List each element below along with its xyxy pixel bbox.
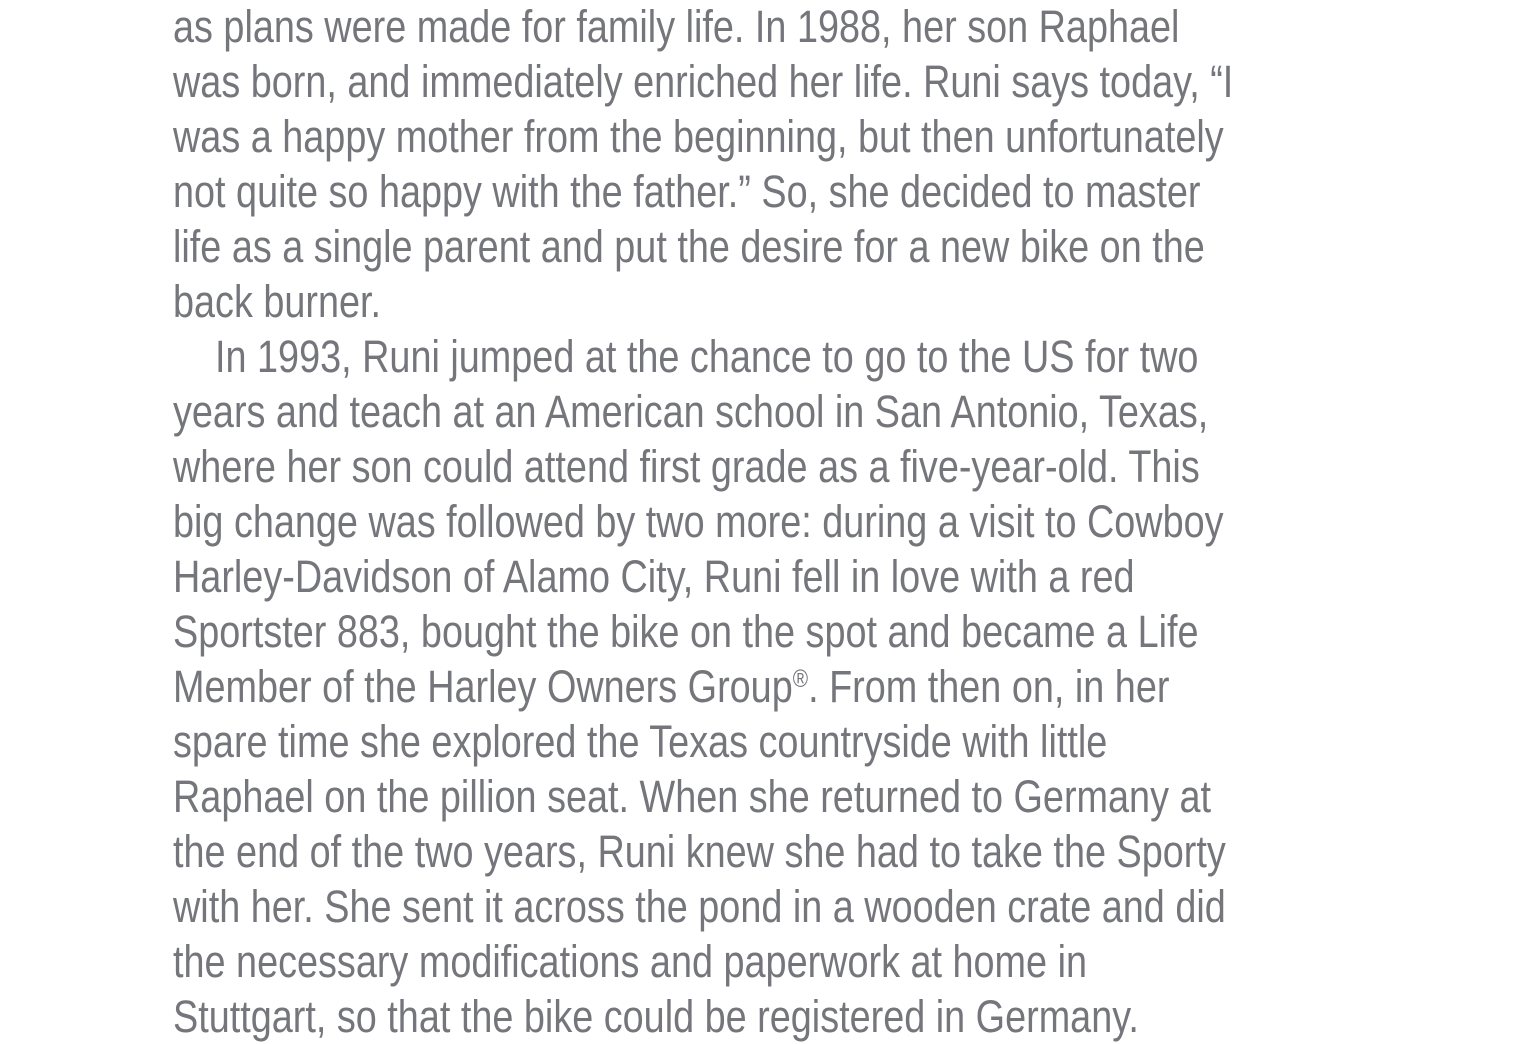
registered-trademark-icon: ® xyxy=(792,666,809,694)
text-line: was born, and immediately enriched her life. Runi says today, “I xyxy=(173,56,1234,107)
paragraph xyxy=(173,0,1366,329)
text-line: In 1993, Runi jumped at the chance to go to the US for two xyxy=(215,331,1199,382)
text-line: years and teach at an American school in San Antonio, Texas, xyxy=(173,386,1209,437)
text-line: big change was followed by two more: during a visit to Cowboy xyxy=(173,496,1224,547)
text-line: Sportster 883, bought the bike on the spot and became a Life xyxy=(173,606,1199,657)
text-line: Stuttgart, so that the bike could be registered in Germany. xyxy=(173,991,1139,1042)
text-line: life as a single parent and put the desire for a new bike on the xyxy=(173,221,1205,272)
text-line: with her. She sent it across the pond in a wooden crate and did xyxy=(173,881,1226,932)
text-line: Harley-Davidson of Alamo City, Runi fell in love with a red xyxy=(173,551,1135,602)
article-text xyxy=(173,0,1366,1044)
text-line: Raphael on the pillion seat. When she returned to Germany at xyxy=(173,771,1212,822)
paragraph xyxy=(173,329,1366,1044)
text-line: the necessary modifications and paperwork at home in xyxy=(173,936,1087,987)
text-line: Member of the Harley Owners Group®. From then on, in her xyxy=(173,661,1170,712)
text-line: as plans were made for family life. In 1988, her son Raphael xyxy=(173,1,1180,52)
text-line: spare time she explored the Texas countryside with little xyxy=(173,716,1108,767)
text-line: not quite so happy with the father.” So, she decided to master xyxy=(173,166,1201,217)
text-line: was a happy mother from the beginning, but then unfortunately xyxy=(173,111,1224,162)
text-line: the end of the two years, Runi knew she had to take the Sporty xyxy=(173,826,1226,877)
text-line: back burner. xyxy=(173,276,382,327)
text-line: where her son could attend first grade as a five-year-old. This xyxy=(173,441,1200,492)
